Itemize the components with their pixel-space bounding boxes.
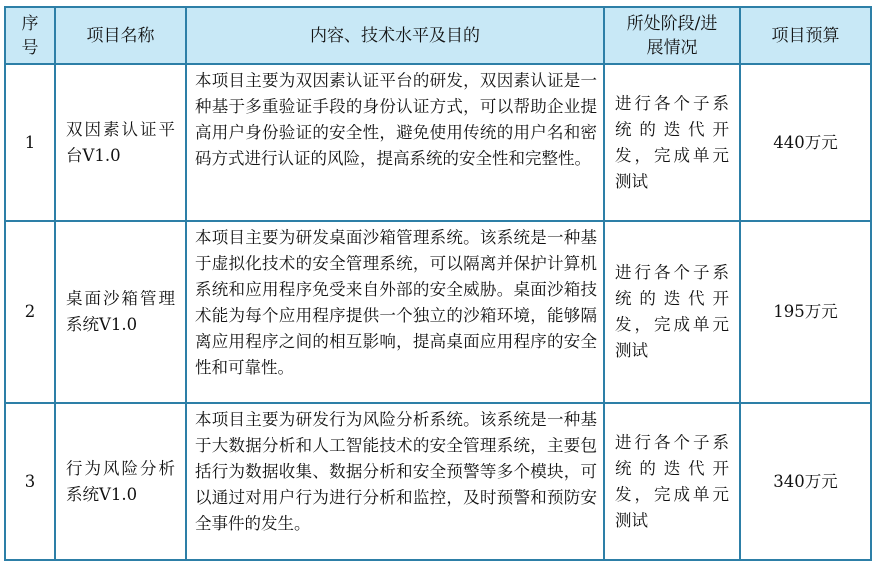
header-budget: 项目预算: [740, 7, 871, 64]
project-table: [4, 6, 872, 561]
row-budget: 195万元: [740, 221, 871, 403]
row-no: 3: [5, 403, 55, 560]
header-name: 项目名称: [55, 7, 186, 64]
row-name: [55, 64, 186, 221]
table-row: [5, 221, 871, 403]
row-stage: 进行各个子系统的迭代开发，完成单元测试: [604, 64, 740, 221]
row-name-text: 桌面沙箱管理系统V1.0: [66, 289, 175, 334]
row-stage: 进行各个子系统的迭代开发，完成单元测试: [604, 221, 740, 403]
row-name: [55, 403, 186, 560]
row-no: 2: [5, 221, 55, 403]
header-content: 内容、技术水平及目的: [186, 7, 604, 64]
row-no: 1: [5, 64, 55, 221]
header-stage: 所处阶段/进展情况: [604, 7, 740, 64]
row-name-text: 双因素认证平台V1.0: [66, 119, 175, 165]
row-name-text: 行为风险分析系统V1.0: [66, 458, 175, 504]
table-row: [5, 64, 871, 221]
row-budget: 440万元: [740, 64, 871, 221]
row-budget: 340万元: [740, 403, 871, 560]
row-content: 本项目主要为双因素认证平台的研发，双因素认证是一种基于多重验证手段的身份认证方式，可以帮助企业提高用户身份验证的安全性，避免使用传统的用户名和密码方式进行认证的风险，提高系统的安全性和完整性。: [186, 64, 604, 221]
table-row: [5, 403, 871, 560]
table-header-row: [5, 7, 871, 64]
row-name: [55, 221, 186, 403]
row-content: 本项目主要为研发桌面沙箱管理系统。该系统是一种基于虚拟化技术的安全管理系统，可以隔离并保护计算机系统和应用程序免受来自外部的安全威胁。桌面沙箱技术能为每个应用程序提供一个独立的沙箱环境，能够隔离应用程序之间的相互影响，提高桌面应用程序的安全性和可靠性。: [186, 221, 604, 403]
header-no: 序号: [5, 7, 55, 64]
row-stage: 进行各个子系统的迭代开发，完成单元测试: [604, 403, 740, 560]
row-content: 本项目主要为研发行为风险分析系统。该系统是一种基于大数据分析和人工智能技术的安全管理系统，主要包括行为数据收集、数据分析和安全预警等多个模块，可以通过对用户行为进行分析和监控，及时预警和预防安全事件的发生。: [186, 403, 604, 560]
